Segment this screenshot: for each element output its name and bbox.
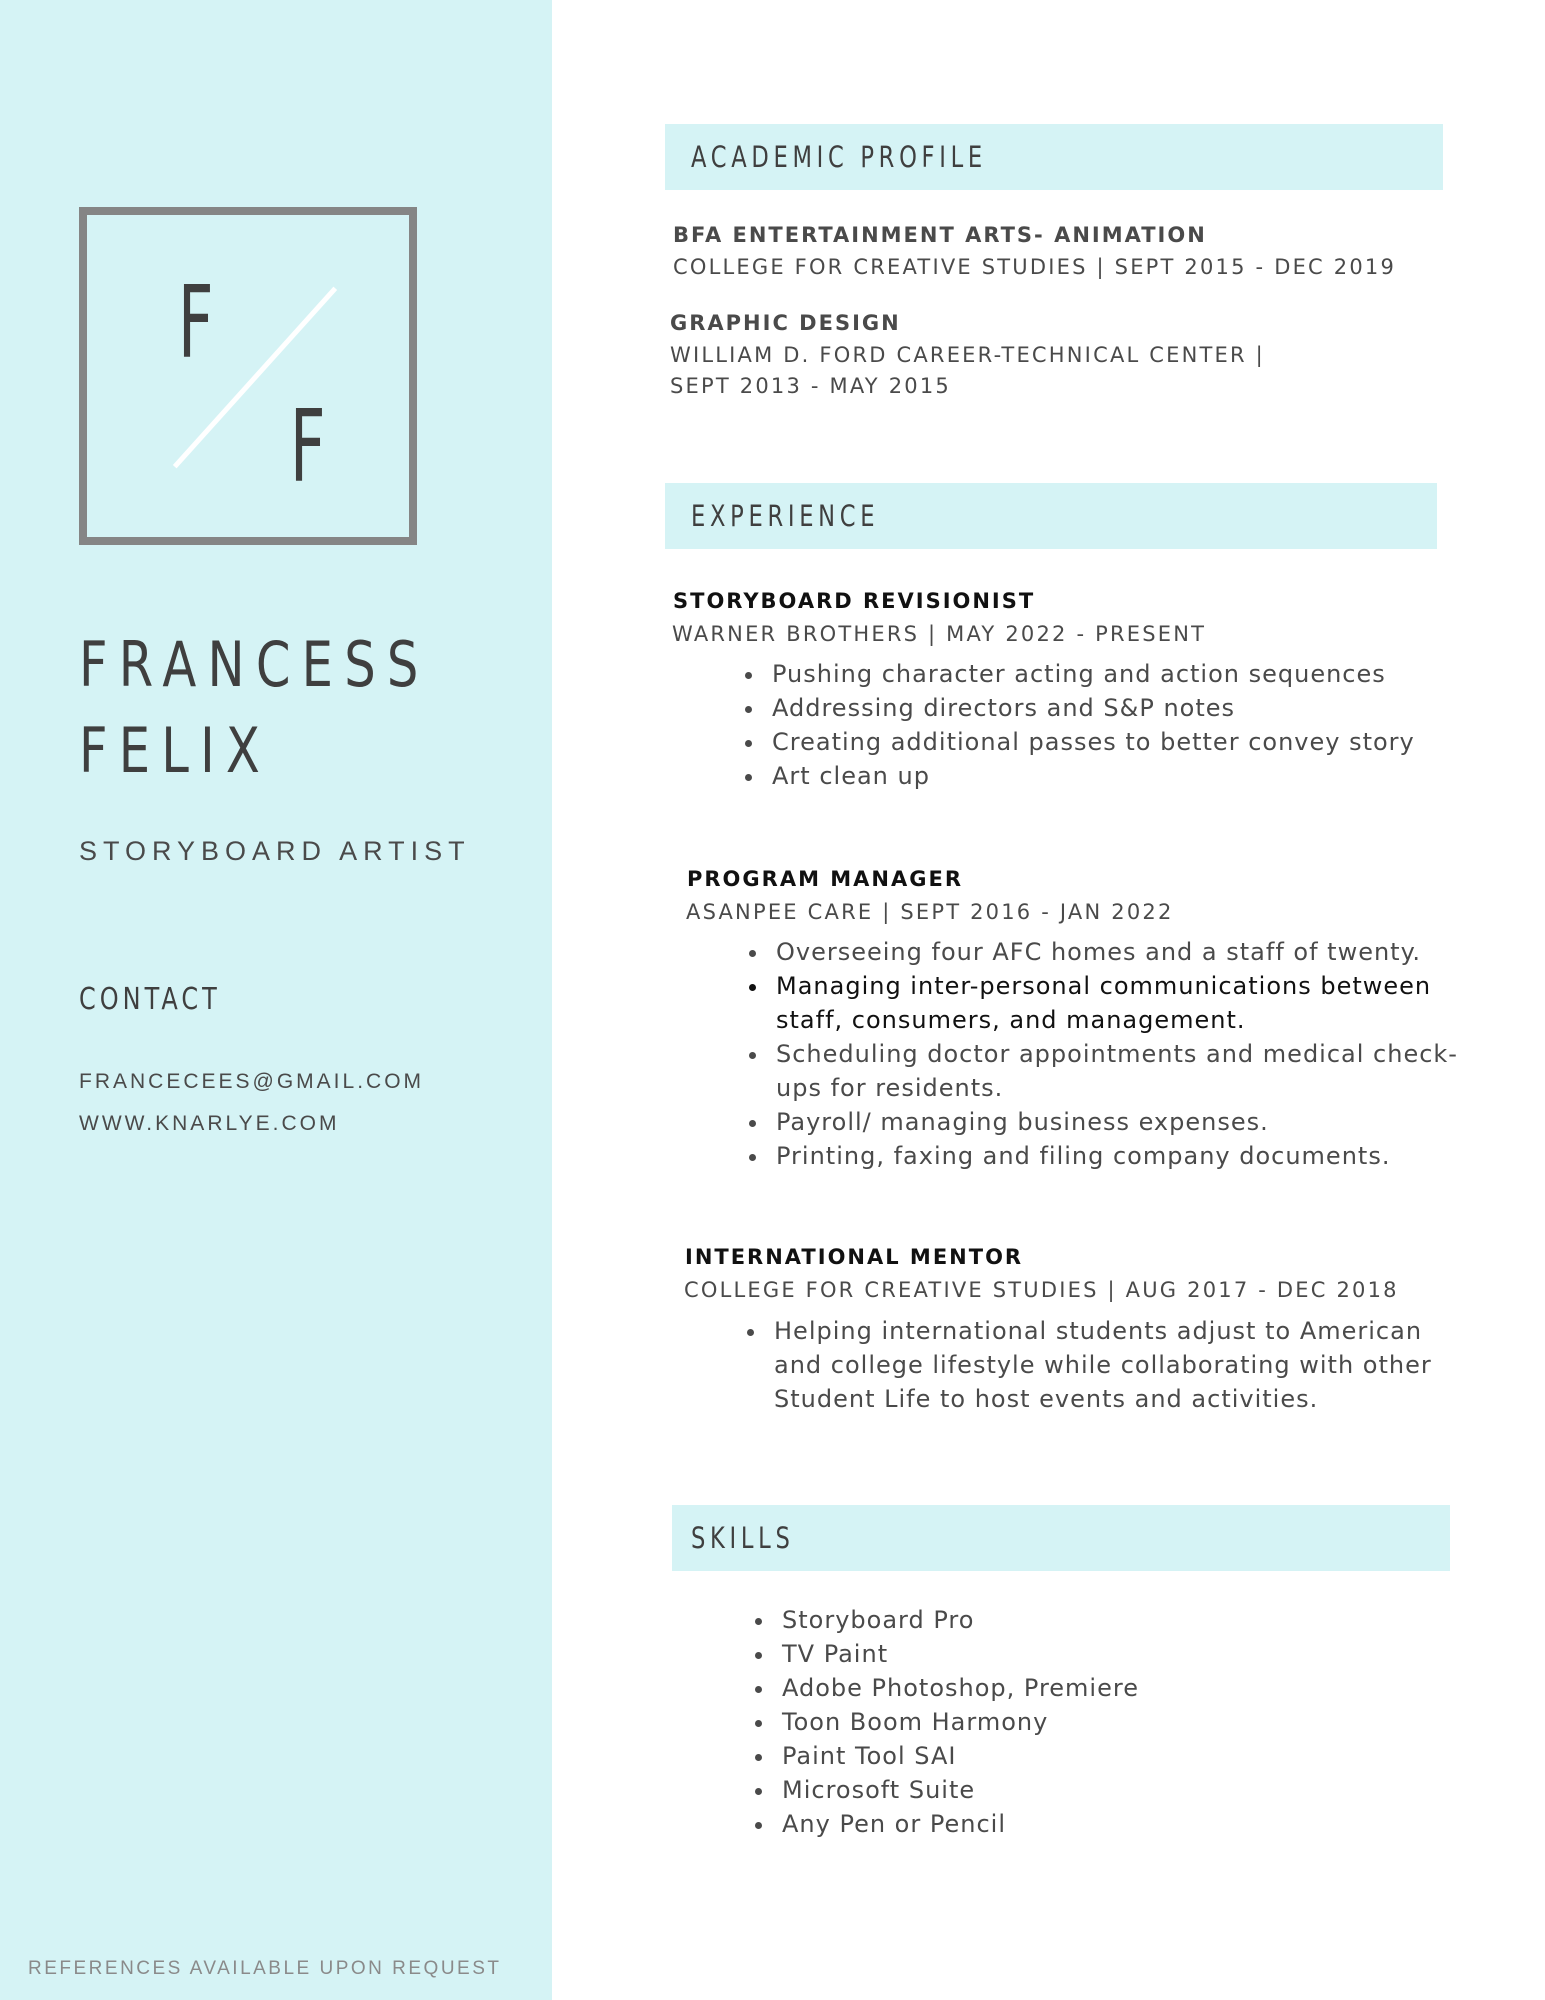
- job-title-heading: STORYBOARD REVISIONIST: [673, 589, 1036, 613]
- list-item: • Scheduling doctor appointments and medical check-ups for residents.: [770, 1037, 1470, 1105]
- list-item: • Adobe Photoshop, Premiere: [776, 1671, 1376, 1705]
- job-employer: WARNER BROTHERS | MAY 2022 - PRESENT: [672, 622, 1207, 646]
- section-heading: EXPERIENCE: [691, 499, 880, 533]
- academic-profile-header: [665, 124, 1443, 190]
- list-item: • Helping international students adjust to American and college lifestyle while collaborating with other Student Life to host events and activities.: [768, 1314, 1468, 1416]
- list-item: • TV Paint: [776, 1637, 1376, 1671]
- job-duties-list: [738, 1314, 1468, 1416]
- list-item: • Microsoft Suite: [776, 1773, 1376, 1807]
- job-title-heading: PROGRAM MANAGER: [687, 867, 964, 891]
- last-name: FELIX: [79, 714, 272, 787]
- skills-header: [672, 1505, 1450, 1571]
- references-note: REFERENCES AVAILABLE UPON REQUEST: [28, 1958, 502, 1979]
- monogram-letter-bottom: F: [289, 388, 326, 505]
- monogram-logo: [79, 207, 417, 545]
- degree-title: GRAPHIC DESIGN: [670, 311, 901, 335]
- list-item: • Managing inter-personal communications between staff, consumers, and management.: [770, 969, 1470, 1037]
- list-item: • Pushing character acting and action sequences: [766, 657, 1466, 691]
- first-name: FRANCESS: [79, 628, 430, 701]
- sidebar: [0, 0, 552, 2000]
- degree-school: WILLIAM D. FORD CAREER-TECHNICAL CENTER |: [670, 343, 1265, 367]
- list-item: • Creating additional passes to better convey story: [766, 725, 1466, 759]
- experience-header: [665, 483, 1437, 549]
- list-item: • Paint Tool SAI: [776, 1739, 1376, 1773]
- section-heading: SKILLS: [691, 1521, 795, 1555]
- contact-email-link[interactable]: FRANCECEES@GMAIL.COM: [79, 1070, 425, 1093]
- degree-dates: SEPT 2013 - MAY 2015: [670, 374, 951, 398]
- degree-school: COLLEGE FOR CREATIVE STUDIES | SEPT 2015 - DEC 2019: [673, 255, 1397, 279]
- list-item: • Printing, faxing and filing company documents.: [770, 1139, 1470, 1173]
- list-item: • Toon Boom Harmony: [776, 1705, 1376, 1739]
- list-item: • Addressing directors and S&P notes: [766, 691, 1466, 725]
- job-duties-list: [736, 657, 1466, 793]
- job-employer: ASANPEE CARE | SEPT 2016 - JAN 2022: [686, 900, 1174, 924]
- list-item: • Storyboard Pro: [776, 1603, 1376, 1637]
- skills-list: [746, 1603, 1376, 1841]
- contact-heading: CONTACT: [79, 982, 221, 1017]
- contact-website-link[interactable]: WWW.KNARLYE.COM: [79, 1112, 340, 1135]
- section-heading: ACADEMIC PROFILE: [691, 140, 987, 174]
- job-title-heading: INTERNATIONAL MENTOR: [685, 1245, 1024, 1269]
- list-item: • Art clean up: [766, 759, 1466, 793]
- list-item: • Any Pen or Pencil: [776, 1807, 1376, 1841]
- job-employer: COLLEGE FOR CREATIVE STUDIES | AUG 2017 - DEC 2018: [684, 1278, 1399, 1302]
- candidate-name: [79, 622, 517, 794]
- job-title: STORYBOARD ARTIST: [79, 836, 471, 866]
- list-item: • Overseeing four AFC homes and a staff of twenty.: [770, 935, 1470, 969]
- list-item: • Payroll/ managing business expenses.: [770, 1105, 1470, 1139]
- degree-title: BFA ENTERTAINMENT ARTS- ANIMATION: [673, 223, 1207, 247]
- monogram-letter-top: F: [177, 264, 214, 381]
- job-duties-list: [740, 935, 1470, 1173]
